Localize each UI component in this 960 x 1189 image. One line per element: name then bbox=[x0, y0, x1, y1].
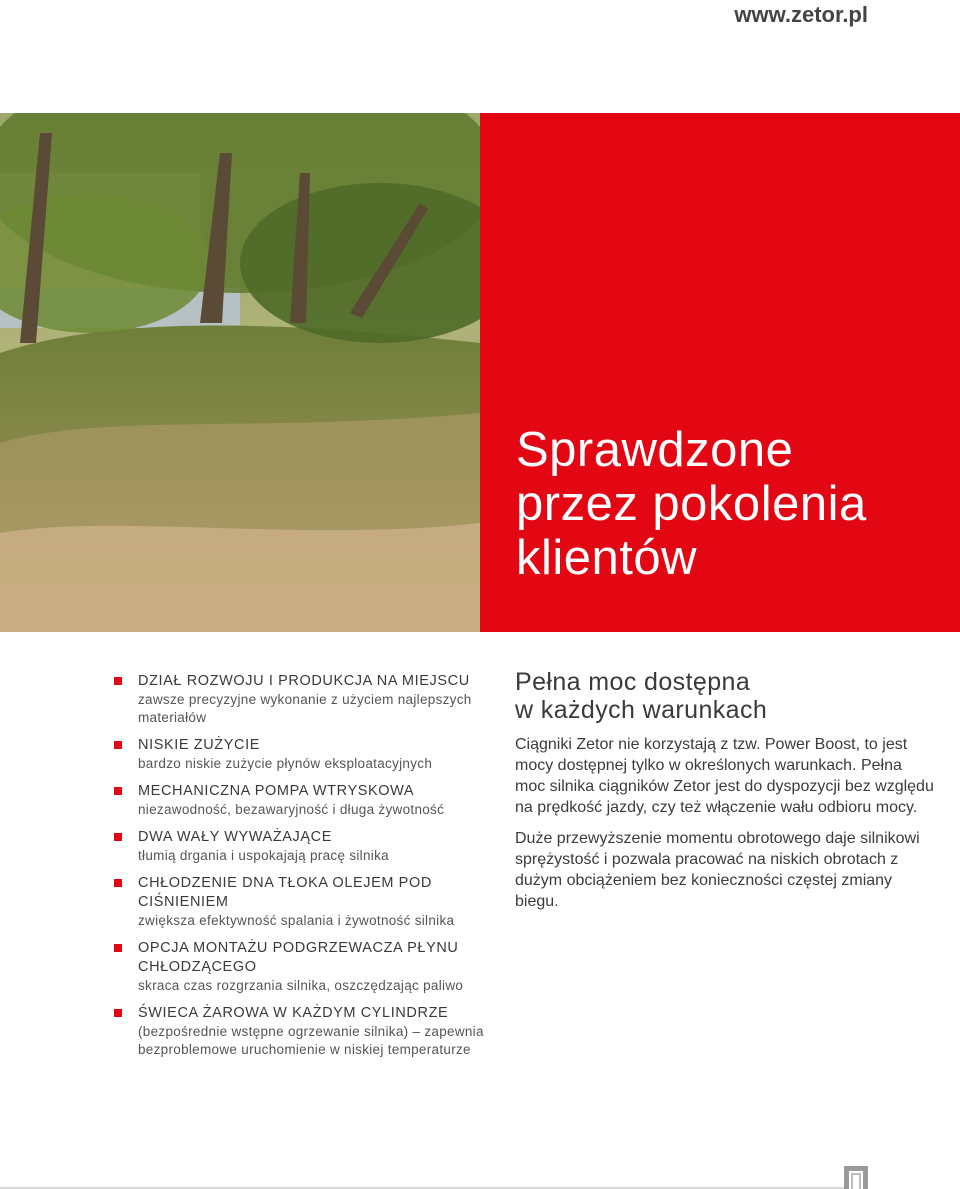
feature-title: MECHANICZNA POMPA WTRYSKOWA bbox=[138, 783, 415, 799]
feature-list bbox=[112, 672, 492, 1068]
feature-title: ŚWIECA ŻAROWA W KAŻDYM CYLINDRZE bbox=[138, 1005, 449, 1021]
feature-item bbox=[112, 672, 492, 727]
bullet-square-icon bbox=[114, 677, 122, 685]
feature-title: OPCJA MONTAŻU PODGRZEWACZA PŁYNU CHŁODZĄCEGO bbox=[138, 940, 459, 975]
section-heading bbox=[515, 668, 935, 724]
feature-title: CHŁODZENIE DNA TŁOKA OLEJEM POD CIŚNIENIEM bbox=[138, 875, 432, 910]
bullet-square-icon bbox=[114, 879, 122, 887]
feature-description: zawsze precyzyjne wykonanie z użyciem najlepszych materiałów bbox=[138, 692, 472, 725]
title-line: przez pokolenia bbox=[516, 477, 867, 531]
feature-description: skraca czas rozgrzania silnika, oszczędzając paliwo bbox=[138, 978, 464, 993]
bullet-square-icon bbox=[114, 1009, 122, 1017]
heading-line: Pełna moc dostępna bbox=[515, 668, 751, 696]
feature-title: DWA WAŁY WYWAŻAJĄCE bbox=[138, 829, 333, 845]
red-title-panel bbox=[480, 113, 960, 632]
bullet-square-icon bbox=[114, 833, 122, 841]
page-marker-icon bbox=[844, 1166, 868, 1189]
heading-line: w każdych warunkach bbox=[515, 696, 768, 724]
feature-description: zwiększa efektywność spalania i żywotność silnika bbox=[138, 913, 455, 928]
feature-title: DZIAŁ ROZWOJU I PRODUKCJA NA MIEJSCU bbox=[138, 673, 470, 689]
feature-item bbox=[112, 1004, 492, 1059]
title-line: Sprawdzone bbox=[516, 423, 794, 477]
power-section bbox=[515, 668, 935, 922]
feature-description: tłumią drgania i uspokajają pracę silnika bbox=[138, 848, 389, 863]
feature-item bbox=[112, 874, 492, 930]
page-title bbox=[516, 423, 867, 585]
feature-item bbox=[112, 939, 492, 995]
feature-description: bardzo niskie zużycie płynów eksploatacyjnych bbox=[138, 756, 433, 771]
title-line: klientów bbox=[516, 531, 698, 585]
bullet-square-icon bbox=[114, 944, 122, 952]
website-url: www.zetor.pl bbox=[734, 2, 868, 27]
feature-item bbox=[112, 782, 492, 819]
feature-description: niezawodność, bezawaryjność i długa żywotność bbox=[138, 802, 445, 817]
feature-item bbox=[112, 828, 492, 865]
bullet-square-icon bbox=[114, 741, 122, 749]
landscape-photo bbox=[0, 113, 480, 632]
body-paragraph: Duże przewyższenie momentu obrotowego daje silnikowi sprężystość i pozwala pracować na niskich obrotach z dużym obciążeniem bez konieczności częstej zmiany biegu. bbox=[515, 830, 920, 910]
body-paragraph: Ciągniki Zetor nie korzystają z tzw. Power Boost, to jest mocy dostępnej tylko w określonych warunkach. Pełna moc silnika ciągników Zetor jest do dyspozycji bez względu na prędkość jazdy, czy też włączenie wału odbioru mocy. bbox=[515, 736, 934, 816]
feature-description: (bezpośrednie wstępne ogrzewanie silnika) – zapewnia bezproblemowe uruchomienie w niskiej temperaturze bbox=[138, 1024, 484, 1057]
feature-item bbox=[112, 736, 492, 773]
bullet-square-icon bbox=[114, 787, 122, 795]
feature-title: NISKIE ZUŻYCIE bbox=[138, 737, 260, 753]
page-marker-inner bbox=[851, 1173, 861, 1189]
